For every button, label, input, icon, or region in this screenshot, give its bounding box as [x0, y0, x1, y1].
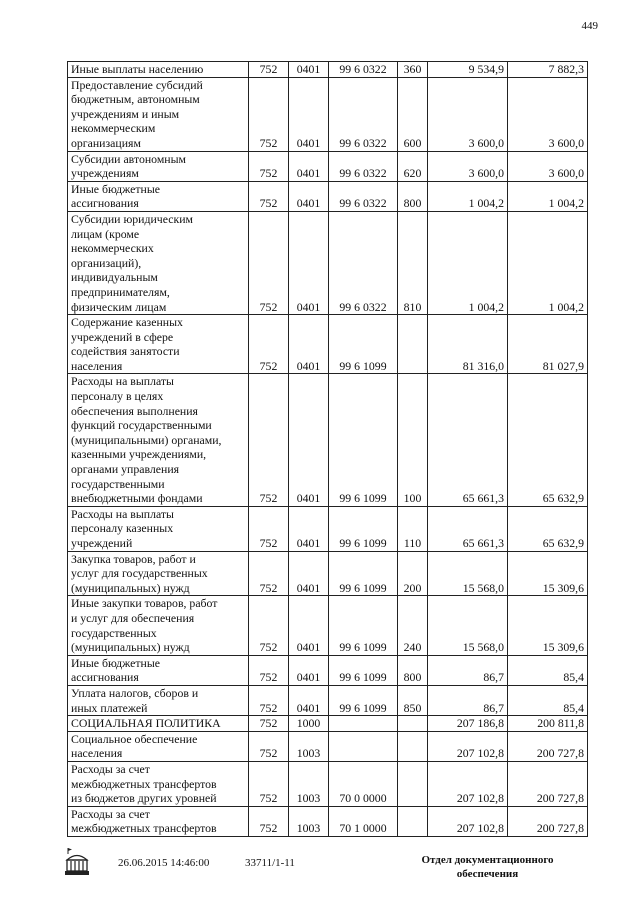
row-name-cell: СОЦИАЛЬНАЯ ПОЛИТИКА	[68, 716, 249, 732]
row-amount-1-cell: 15 568,0	[428, 596, 508, 655]
row-ved-cell: 752	[249, 806, 289, 836]
row-csr-cell: 99 6 1099	[329, 596, 398, 655]
row-amount-1-cell: 3 600,0	[428, 151, 508, 181]
row-amount-1-cell: 81 316,0	[428, 315, 508, 374]
row-csr-cell: 99 6 1099	[329, 551, 398, 596]
footer-date: 26.06.2015 14:46:00	[118, 857, 210, 869]
row-rz-cell: 0401	[289, 655, 329, 685]
row-name-cell: Иные закупки товаров, работ и услуг для обеспечения государственных (муниципальных) нужд	[68, 596, 249, 655]
row-amount-1-cell: 86,7	[428, 655, 508, 685]
row-csr-cell: 99 6 1099	[329, 685, 398, 715]
row-rz-cell: 0401	[289, 62, 329, 78]
table-row	[68, 731, 588, 761]
row-name-cell: Иные бюджетные ассигнования	[68, 181, 249, 211]
row-rz-cell: 1003	[289, 806, 329, 836]
row-ved-cell: 752	[249, 374, 289, 506]
row-rz-cell: 0401	[289, 77, 329, 151]
row-vr-cell: 200	[398, 551, 428, 596]
row-amount-2-cell: 7 882,3	[508, 62, 588, 78]
row-rz-cell: 0401	[289, 685, 329, 715]
row-ved-cell: 752	[249, 655, 289, 685]
row-rz-cell: 1000	[289, 716, 329, 732]
row-ved-cell: 752	[249, 551, 289, 596]
table-row	[68, 806, 588, 836]
row-rz-cell: 0401	[289, 315, 329, 374]
row-amount-2-cell: 200 727,8	[508, 761, 588, 806]
row-name-cell: Иные бюджетные ассигнования	[68, 655, 249, 685]
row-ved-cell: 752	[249, 761, 289, 806]
row-rz-cell: 0401	[289, 211, 329, 314]
row-ved-cell: 752	[249, 716, 289, 732]
row-rz-cell: 1003	[289, 761, 329, 806]
table-row	[68, 77, 588, 151]
row-rz-cell: 0401	[289, 374, 329, 506]
row-amount-2-cell: 200 811,8	[508, 716, 588, 732]
row-ved-cell: 752	[249, 211, 289, 314]
row-name-cell: Субсидии юридическим лицам (кроме некоммерческих организаций), индивидуальным предпринимателям, физическим лицам	[68, 211, 249, 314]
budget-table	[67, 61, 588, 837]
row-vr-cell	[398, 806, 428, 836]
row-name-cell: Предоставление субсидий бюджетным, автономным учреждениям и иным некоммерческим организациям	[68, 77, 249, 151]
table-row	[68, 506, 588, 551]
row-vr-cell: 110	[398, 506, 428, 551]
footer-department	[405, 853, 570, 881]
row-csr-cell: 99 6 0322	[329, 211, 398, 314]
row-ved-cell: 752	[249, 506, 289, 551]
page-number: 449	[581, 20, 598, 32]
table-row	[68, 181, 588, 211]
row-amount-1-cell: 1 004,2	[428, 211, 508, 314]
row-rz-cell: 1003	[289, 731, 329, 761]
row-name-cell: Расходы на выплаты персоналу казенных учреждений	[68, 506, 249, 551]
row-vr-cell: 240	[398, 596, 428, 655]
row-ved-cell: 752	[249, 77, 289, 151]
row-amount-1-cell: 86,7	[428, 685, 508, 715]
row-amount-1-cell: 207 102,8	[428, 806, 508, 836]
row-name-cell: Уплата налогов, сборов и иных платежей	[68, 685, 249, 715]
row-csr-cell: 99 6 0322	[329, 151, 398, 181]
table-row	[68, 655, 588, 685]
row-rz-cell: 0401	[289, 596, 329, 655]
row-csr-cell: 99 6 0322	[329, 77, 398, 151]
row-name-cell: Расходы на выплаты персоналу в целях обеспечения выполнения функций государственными (муниципальными) органами, казенными учреждениями, органами управления государственными внебюджетными фондами	[68, 374, 249, 506]
row-vr-cell: 600	[398, 77, 428, 151]
row-vr-cell	[398, 315, 428, 374]
table-row	[68, 315, 588, 374]
row-csr-cell: 70 1 0000	[329, 806, 398, 836]
row-amount-2-cell: 65 632,9	[508, 374, 588, 506]
row-vr-cell	[398, 761, 428, 806]
building-logo-icon	[64, 846, 90, 878]
row-vr-cell: 100	[398, 374, 428, 506]
table-row	[68, 62, 588, 78]
row-csr-cell: 99 6 0322	[329, 62, 398, 78]
row-rz-cell: 0401	[289, 181, 329, 211]
row-name-cell: Иные выплаты населению	[68, 62, 249, 78]
footer-document-code: 33711/1-11	[245, 857, 295, 869]
row-amount-1-cell: 9 534,9	[428, 62, 508, 78]
row-ved-cell: 752	[249, 685, 289, 715]
row-amount-2-cell: 15 309,6	[508, 551, 588, 596]
row-rz-cell: 0401	[289, 151, 329, 181]
row-csr-cell: 99 6 1099	[329, 655, 398, 685]
table-row	[68, 551, 588, 596]
row-rz-cell: 0401	[289, 506, 329, 551]
row-csr-cell	[329, 731, 398, 761]
row-csr-cell: 99 6 0322	[329, 181, 398, 211]
row-csr-cell	[329, 716, 398, 732]
row-amount-2-cell: 85,4	[508, 655, 588, 685]
table-row	[68, 596, 588, 655]
row-name-cell: Расходы за счет межбюджетных трансфертов из бюджетов других уровней	[68, 761, 249, 806]
row-rz-cell: 0401	[289, 551, 329, 596]
row-amount-1-cell: 65 661,3	[428, 506, 508, 551]
row-csr-cell: 99 6 1099	[329, 374, 398, 506]
row-vr-cell: 810	[398, 211, 428, 314]
row-amount-2-cell: 15 309,6	[508, 596, 588, 655]
row-amount-2-cell: 200 727,8	[508, 731, 588, 761]
row-name-cell: Расходы за счет межбюджетных трансфертов	[68, 806, 249, 836]
row-ved-cell: 752	[249, 62, 289, 78]
row-vr-cell: 360	[398, 62, 428, 78]
row-amount-2-cell: 81 027,9	[508, 315, 588, 374]
row-ved-cell: 752	[249, 315, 289, 374]
table-row	[68, 211, 588, 314]
table-row	[68, 374, 588, 506]
row-amount-2-cell: 85,4	[508, 685, 588, 715]
table-row	[68, 685, 588, 715]
table-row	[68, 151, 588, 181]
table-row	[68, 716, 588, 732]
row-vr-cell: 800	[398, 655, 428, 685]
row-amount-2-cell: 65 632,9	[508, 506, 588, 551]
row-csr-cell: 70 0 0000	[329, 761, 398, 806]
row-amount-1-cell: 65 661,3	[428, 374, 508, 506]
row-amount-1-cell: 15 568,0	[428, 551, 508, 596]
row-amount-2-cell: 3 600,0	[508, 151, 588, 181]
row-name-cell: Закупка товаров, работ и услуг для государственных (муниципальных) нужд	[68, 551, 249, 596]
row-ved-cell: 752	[249, 596, 289, 655]
row-amount-2-cell: 200 727,8	[508, 806, 588, 836]
row-amount-1-cell: 207 102,8	[428, 761, 508, 806]
row-amount-1-cell: 3 600,0	[428, 77, 508, 151]
row-amount-2-cell: 3 600,0	[508, 77, 588, 151]
row-vr-cell: 800	[398, 181, 428, 211]
row-vr-cell: 620	[398, 151, 428, 181]
row-vr-cell	[398, 731, 428, 761]
row-amount-1-cell: 1 004,2	[428, 181, 508, 211]
department-label: Отдел документационного обеспечения	[421, 854, 554, 880]
row-csr-cell: 99 6 1099	[329, 315, 398, 374]
row-ved-cell: 752	[249, 731, 289, 761]
row-amount-2-cell: 1 004,2	[508, 181, 588, 211]
row-vr-cell: 850	[398, 685, 428, 715]
row-name-cell: Субсидии автономным учреждениям	[68, 151, 249, 181]
row-amount-1-cell: 207 186,8	[428, 716, 508, 732]
row-amount-2-cell: 1 004,2	[508, 211, 588, 314]
row-csr-cell: 99 6 1099	[329, 506, 398, 551]
table-row	[68, 761, 588, 806]
row-ved-cell: 752	[249, 181, 289, 211]
row-vr-cell	[398, 716, 428, 732]
row-amount-1-cell: 207 102,8	[428, 731, 508, 761]
row-name-cell: Содержание казенных учреждений в сфере содействия занятости населения	[68, 315, 249, 374]
row-name-cell: Социальное обеспечение населения	[68, 731, 249, 761]
row-ved-cell: 752	[249, 151, 289, 181]
